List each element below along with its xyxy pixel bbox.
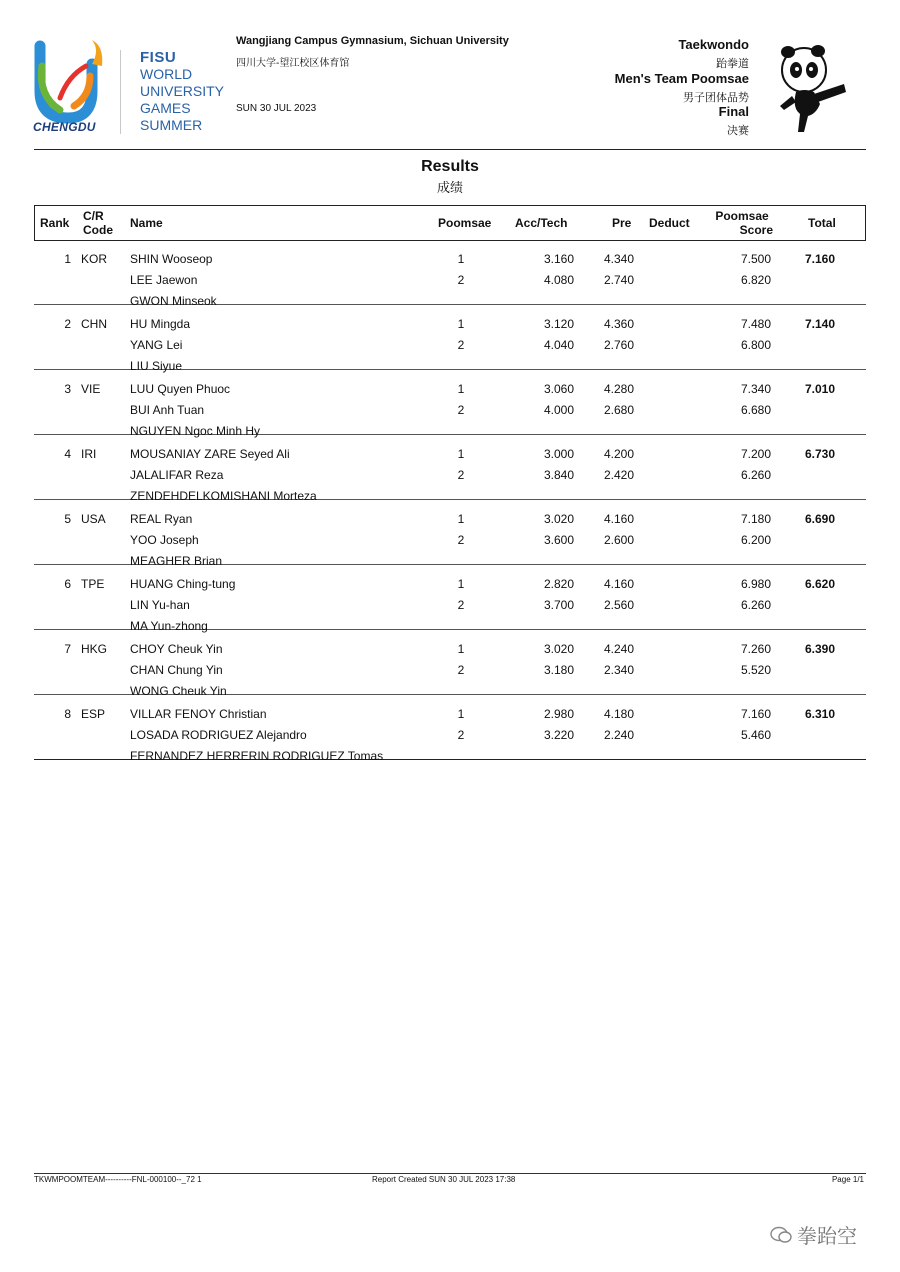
acc-tech-score: 3.060	[543, 382, 574, 396]
athlete-name: LUU Quyen Phuoc	[130, 382, 231, 396]
poomsae-number: 1	[457, 252, 465, 266]
athlete-name: FERNANDEZ HERRERIN RODRIGUEZ Tomas	[130, 749, 384, 763]
col-total: Total	[808, 216, 836, 230]
team-total: 6.390	[805, 642, 836, 656]
acc-tech-score: 2.820	[543, 577, 574, 591]
athlete-name: CHOY Cheuk Yin	[130, 642, 223, 656]
pre-score: 4.360	[603, 317, 634, 331]
pre-score: 2.740	[603, 273, 634, 287]
wechat-icon	[770, 1226, 792, 1244]
phase-cn: 决赛	[727, 125, 749, 137]
poomsae-number: 2	[457, 533, 465, 547]
pre-score: 2.680	[603, 403, 634, 417]
fisu-logo-text	[140, 49, 224, 134]
col-cr: C/R	[83, 209, 104, 223]
fisu-line: SUMMER	[140, 117, 203, 133]
rank: 6	[64, 577, 71, 591]
poomsae-score: 7.180	[740, 512, 771, 526]
fisu-line: WORLD	[140, 66, 193, 82]
poomsae-score: 5.460	[740, 728, 771, 742]
poomsae-score: 6.800	[740, 338, 771, 352]
poomsae-number: 2	[457, 663, 465, 677]
country-code: VIE	[81, 382, 101, 396]
pre-score: 2.240	[603, 728, 634, 742]
pre-score: 2.420	[603, 468, 634, 482]
col-pre: Pre	[612, 216, 632, 230]
header-divider	[34, 149, 866, 150]
col-name: Name	[130, 216, 163, 230]
country-code: HKG	[81, 642, 108, 656]
team-row	[34, 240, 866, 308]
table-header	[34, 205, 866, 241]
acc-tech-score: 3.220	[543, 728, 574, 742]
acc-tech-score: 3.700	[543, 598, 574, 612]
acc-tech-score: 4.080	[543, 273, 574, 287]
country-code: CHN	[81, 317, 107, 331]
poomsae-score: 6.980	[740, 577, 771, 591]
athlete-name: HUANG Ching-tung	[130, 577, 236, 591]
acc-tech-score: 3.840	[543, 468, 574, 482]
athlete-name: GWON Minseok	[130, 294, 217, 308]
rank: 3	[64, 382, 71, 396]
athlete-name: JALALIFAR Reza	[130, 468, 224, 482]
fisu-word: FISU	[140, 49, 177, 66]
footer-divider	[34, 1173, 866, 1174]
country-code: IRI	[81, 447, 97, 461]
acc-tech-score: 4.040	[543, 338, 574, 352]
team-total: 6.730	[805, 447, 836, 461]
athlete-name: LIU Siyue	[130, 359, 183, 373]
country-code: ESP	[81, 707, 106, 721]
team-row	[34, 305, 866, 373]
poomsae-score: 6.820	[740, 273, 771, 287]
col-code: Code	[83, 223, 113, 237]
fisu-line: UNIVERSITY	[140, 83, 225, 99]
athlete-name: SHIN Wooseop	[130, 252, 213, 266]
fisu-line: GAMES	[140, 100, 191, 116]
team-total: 6.690	[805, 512, 836, 526]
poomsae-score: 7.480	[740, 317, 771, 331]
team-total: 7.160	[805, 252, 836, 266]
pre-score: 2.340	[603, 663, 634, 677]
col-poomsae: Poomsae	[438, 216, 492, 230]
poomsae-number: 1	[457, 317, 465, 331]
athlete-name: LOSADA RODRIGUEZ Alejandro	[130, 728, 307, 742]
poomsae-number: 1	[457, 382, 465, 396]
venue: Wangjiang Campus Gymnasium, Sichuan University	[236, 35, 509, 47]
poomsae-number: 1	[457, 642, 465, 656]
team-row	[34, 695, 866, 763]
pre-score: 4.240	[603, 642, 634, 656]
poomsae-number: 1	[457, 512, 465, 526]
poomsae-score: 6.260	[740, 598, 771, 612]
poomsae-score: 7.340	[740, 382, 771, 396]
rank: 7	[64, 642, 71, 656]
rank: 2	[64, 317, 71, 331]
acc-tech-score: 3.020	[543, 642, 574, 656]
athlete-name: MA Yun-zhong	[130, 619, 208, 633]
athlete-name: REAL Ryan	[130, 512, 193, 526]
pre-score: 4.200	[603, 447, 634, 461]
footer-page: Page 1/1	[831, 1175, 864, 1184]
athlete-name: VILLAR FENOY Christian	[130, 707, 267, 721]
poomsae-number: 1	[457, 707, 465, 721]
athlete-name: HU Mingda	[130, 317, 191, 331]
event-date: SUN 30 JUL 2023	[236, 103, 317, 114]
country-code: TPE	[81, 577, 105, 591]
country-code: KOR	[81, 252, 108, 266]
country-code: USA	[81, 512, 106, 526]
chengdu-logo-text: CHENGDU	[33, 120, 96, 134]
venue-cn: 四川大学-望江校区体育馆	[236, 58, 350, 69]
pre-score: 4.280	[603, 382, 634, 396]
poomsae-score: 7.260	[740, 642, 771, 656]
phase: Final	[718, 104, 749, 119]
poomsae-number: 2	[457, 273, 465, 287]
athlete-name: MEAGHER Brian	[130, 554, 223, 568]
athlete-name: YOO Joseph	[130, 533, 199, 547]
team-row	[34, 565, 866, 633]
team-total: 6.620	[805, 577, 836, 591]
team-row	[34, 500, 866, 568]
col-poomsae-score-1: Poomsae	[715, 209, 769, 223]
footer-created: Report Created SUN 30 JUL 2023 17:38	[372, 1175, 516, 1184]
col-deduct: Deduct	[649, 216, 690, 230]
pre-score: 4.160	[603, 512, 634, 526]
rank: 8	[64, 707, 71, 721]
panda-mascot-icon	[774, 44, 850, 134]
poomsae-score: 7.160	[740, 707, 771, 721]
sport-cn: 跆拳道	[716, 58, 749, 70]
team-row	[34, 435, 866, 503]
acc-tech-score: 3.020	[543, 512, 574, 526]
athlete-name: LIN Yu-han	[130, 598, 190, 612]
poomsae-number: 2	[457, 728, 465, 742]
acc-tech-score: 2.980	[543, 707, 574, 721]
poomsae-score: 6.260	[740, 468, 771, 482]
pre-score: 2.560	[603, 598, 634, 612]
athlete-name: NGUYEN Ngoc Minh Hy	[130, 424, 261, 438]
pre-score: 2.600	[603, 533, 634, 547]
team-total: 7.010	[805, 382, 836, 396]
poomsae-number: 2	[457, 403, 465, 417]
athlete-name: ZENDEHDELKOMISHANI Morteza	[130, 489, 317, 503]
watermark-text: 拳跆空	[797, 1226, 857, 1248]
results-table-body	[34, 240, 866, 763]
acc-tech-score: 3.120	[543, 317, 574, 331]
footer-code: TKWMPOOMTEAM----------FNL-000100--_72 1	[34, 1175, 202, 1184]
pre-score: 4.340	[603, 252, 634, 266]
pre-score: 4.160	[603, 577, 634, 591]
logo-divider	[120, 50, 121, 134]
poomsae-number: 1	[457, 447, 465, 461]
results-title: Results	[421, 158, 479, 175]
sport: Taekwondo	[678, 37, 749, 52]
col-poomsae-score-2: Score	[739, 223, 773, 237]
col-rank: Rank	[40, 216, 70, 230]
poomsae-score: 5.520	[740, 663, 771, 677]
team-total: 7.140	[805, 317, 836, 331]
acc-tech-score: 3.600	[543, 533, 574, 547]
event-name-cn: 男子团体品势	[683, 92, 749, 104]
results-title-cn: 成绩	[436, 180, 463, 195]
athlete-name: WONG Cheuk Yin	[130, 684, 227, 698]
athlete-name: MOUSANIAY ZARE Seyed Ali	[130, 447, 290, 461]
athlete-name: YANG Lei	[130, 338, 183, 352]
poomsae-score: 7.500	[740, 252, 771, 266]
poomsae-score: 7.200	[740, 447, 771, 461]
team-row	[34, 370, 866, 438]
team-total: 6.310	[805, 707, 836, 721]
poomsae-number: 2	[457, 468, 465, 482]
pre-score: 4.180	[603, 707, 634, 721]
acc-tech-score: 3.160	[543, 252, 574, 266]
pre-score: 2.760	[603, 338, 634, 352]
athlete-name: LEE Jaewon	[130, 273, 198, 287]
rank: 4	[64, 447, 71, 461]
acc-tech-score: 3.000	[543, 447, 574, 461]
athlete-name: BUI Anh Tuan	[130, 403, 205, 417]
col-acc-tech: Acc/Tech	[515, 216, 568, 230]
poomsae-score: 6.680	[740, 403, 771, 417]
poomsae-score: 6.200	[740, 533, 771, 547]
poomsae-number: 2	[457, 598, 465, 612]
athlete-name: CHAN Chung Yin	[130, 663, 223, 677]
rank: 5	[64, 512, 71, 526]
rank: 1	[64, 252, 71, 266]
poomsae-number: 1	[457, 577, 465, 591]
team-row	[34, 630, 866, 698]
acc-tech-score: 4.000	[543, 403, 574, 417]
acc-tech-score: 3.180	[543, 663, 574, 677]
poomsae-number: 2	[457, 338, 465, 352]
event-name: Men's Team Poomsae	[614, 71, 749, 86]
